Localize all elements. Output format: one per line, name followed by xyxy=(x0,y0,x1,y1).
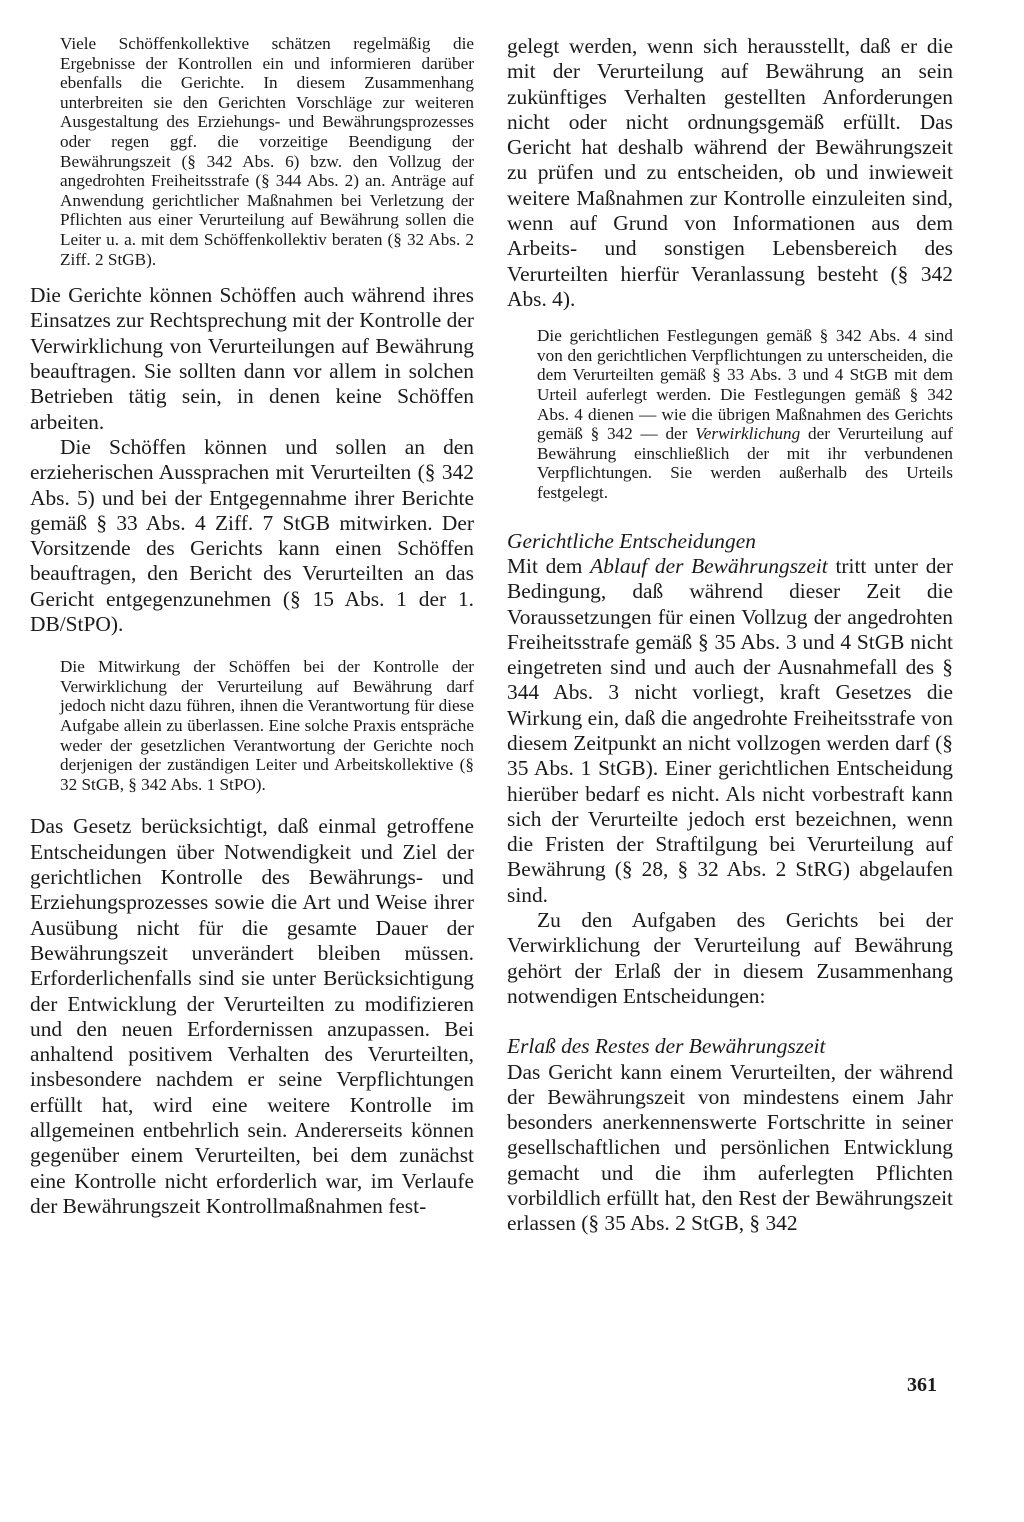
left-column xyxy=(30,34,474,1219)
note-text-end: der Verurteilung auf Bewährung einschließlich der mit ihr verbundenen Verpflichtungen. Sie werden außerhalb des Urteils festgelegt. xyxy=(537,424,953,503)
ablauf-text-end: tritt unter der Bedingung, daß während dieser Zeit die Voraussetzungen für einen Vollzug der angedrohten Freiheitsstrafe gemäß § 35 Abs. 3 und 4 StGB nicht eingetreten sind und auch der Ausnahmefall des § 344 Abs. 3 nicht vorliegt, kraft Gesetzes die Wirkung ein, daß die angedrohte Freiheitsstrafe von diesem Zeitpunkt an nicht vollzogen werden darf (§ 35 Abs. 1 StGB). Einer gerichtlichen Entscheidung hierüber bedarf es nicht. Als nicht vorbestraft kann sich der Verurteilte jedoch erst bezeichnen, wenn die Fristen der Straftilgung bei Verurteilung auf Bewährung (§ 28, § 32 Abs. 2 StRG) abgelaufen sind. xyxy=(507,553,954,907)
right-column xyxy=(507,34,953,1237)
note-emphasis: Verwirklichung xyxy=(695,424,801,444)
note-text-start: Die gerichtlichen Festlegungen gemäß § 342 Abs. 4 sind von den gerichtlichen Verpflichtungen zu unterscheiden, die dem Verurteilten gemäß § 33 Abs. 3 und 4 StGB mit dem Urteil auferlegt werden. Die Festlegungen gemäß § 342 Abs. 4 dienen — wie die übrigen Maßnahmen des Gerichts gemäß § 342 — der xyxy=(537,326,953,444)
left-paragraph-aussprachen: Die Schöffen können und sollen an den erzieherischen Aussprachen mit Verurteilten (§ 342 Abs. 5) und bei der Entgegennahme ihrer Berichte gemäß § 33 Abs. 4 Ziff. 7 StGB mitwirken. Der Vorsitzende des Gerichts kann einen Schöffen beauftragen, den Bericht des Verurteilten an das Gericht entgegenzunehmen (§ 15 Abs. 1 der 1. DB/StPO). xyxy=(30,434,474,636)
left-paragraph-gerichte-schoeffen: Die Gerichte können Schöffen auch während ihres Einsatzes zur Rechtsprechung mit der Kontrolle der Verwirklichung von Verurteilungen auf Bewährung beauftragen. Sie sollten dann vor allem in solchen Betrieben tätig sein, in denen keine Schöffen arbeiten. xyxy=(30,283,474,434)
ablauf-emphasis: Ablauf der Bewährungszeit xyxy=(590,553,828,578)
right-paragraph-festlegungen: gelegt werden, wenn sich herausstellt, daß er die mit der Verurteilung auf Bewährung an sein zukünftiges Verhalten gestellten Anforderungen nicht oder nicht ordnungsgemäß erfüllt. Das Gericht hat deshalb während der Bewährungszeit zu prüfen und zu entscheiden, ob und inwieweit weitere Maßnahmen zur Kontrolle einzuleiten sind, wenn auf Grund von Informationen aus dem Arbeits- und sonstigen Lebensbereich des Verurteilten hierfür Veranlassung besteht (§ 342 Abs. 4). xyxy=(507,34,953,311)
left-paragraph-gesetz: Das Gesetz berücksichtigt, daß einmal getroffene Entscheidungen über Notwendigkeit und Ziel der gerichtlichen Kontrolle des Bewährungs- und Erziehungsprozesses sowie die Art und Weise ihrer Ausübung nicht für die gesamte Dauer der Bewährungszeit unverändert bleiben müssen. Erforderlichenfalls sind sie unter Berücksichtigung der Entwicklung der Verurteilten zu modifizieren und den neuen Erfordernissen anzupassen. Bei anhaltend positivem Verhalten des Verurteilten, insbesondere nachdem er seine Verpflichtungen erfüllt hat, wird eine weitere Kontrolle im allgemeinen entbehrlich sein. Andererseits können gegenüber einem Verurteilten, bei dem zunächst eine Kontrolle nicht erforderlich war, im Verlaufe der Bewährungszeit Kontrollmaßnahmen fest- xyxy=(30,814,474,1218)
section-heading-gerichtliche-entscheidungen: Gerichtliche Entscheidungen xyxy=(507,528,756,553)
right-note-festlegungen xyxy=(507,326,953,502)
page-number: 361 xyxy=(907,1374,937,1396)
right-paragraph-aufgaben: Zu den Aufgaben des Gerichts bei der Verwirklichung der Verurteilung auf Bewährung gehört der Erlaß der in diesem Zusammenhang notwendigen Entscheidungen: xyxy=(507,908,953,1008)
left-note-mitwirkung: Die Mitwirkung der Schöffen bei der Kontrolle der Verwirklichung der Verurteilung auf Bewährung darf jedoch nicht dazu führen, ihnen die Verantwortung für diese Aufgabe allein zu überlassen. Eine solche Praxis entspräche weder der gesetzlichen Verantwortung der Gerichte noch derjenigen der zuständigen Leiter und Arbeitskollektive (§ 32 StGB, § 342 Abs. 1 StPO). xyxy=(60,657,474,794)
right-paragraph-ablauf xyxy=(507,554,953,908)
left-note-schoeffenkollektive: Viele Schöffenkollektive schätzen regelmäßig die Ergebnisse der Kontrollen ein und informieren darüber ebenfalls die Gerichte. In diesem Zusammenhang unterbreiten sie den Gerichten Vorschläge zur weiteren Ausgestaltung des Erziehungs- und Bewährungsprozesses oder regen ggf. die vorzeitige Beendigung der Bewährungszeit (§ 342 Abs. 6) bzw. den Vollzug der angedrohten Freiheitsstrafe (§ 344 Abs. 2) an. Anträge auf Anwendung gerichtlicher Maßnahmen bei Verletzung der Pflichten aus einer Verurteilung auf Bewährung sollen die Leiter u. a. mit dem Schöffenkollektiv beraten (§ 32 Abs. 2 Ziff. 2 StGB). xyxy=(60,34,474,269)
ablauf-text-start: Mit dem xyxy=(507,553,591,578)
right-paragraph-erlass: Das Gericht kann einem Verurteilten, der während der Bewährungszeit von mindestens einem Jahr besonders anerkennenswerte Fortschritte in seiner gesellschaftlichen und persönlichen Entwicklung gemacht und die ihm auferlegten Pflichten vorbildlich erfüllt hat, den Rest der Bewährungszeit erlassen (§ 35 Abs. 2 StGB, § 342 xyxy=(507,1059,953,1236)
section-heading-erlass: Erlaß des Restes der Bewährungszeit xyxy=(507,1034,826,1059)
